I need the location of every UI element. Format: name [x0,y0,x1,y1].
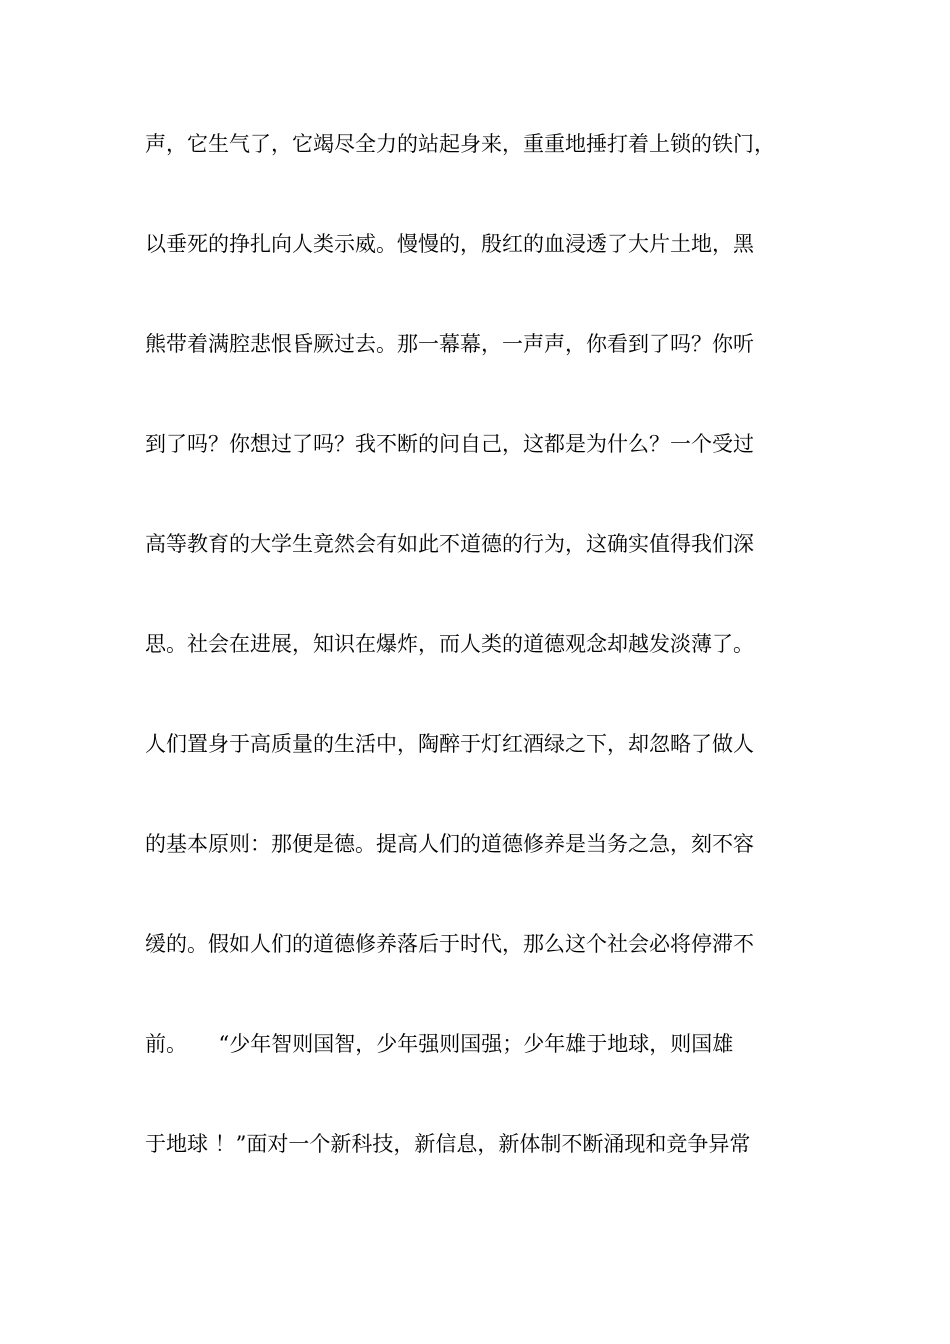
text-line-10: 前。 “少年智则国智，少年强则国强；少年雄于地球，则国雄 [145,1032,734,1056]
text-line-11: 于地球 ！”面对一个新科技，新信息，新体制不断涌现和竞争异常 [145,1132,751,1156]
text-line-9: 缓的。假如人们的道德修养落后于时代，那么这个社会必将停滞不 [145,932,754,956]
body-text [145,123,845,1223]
text-line-7: 人们置身于高质量的生活中，陶醉于灯红酒绿之下，却忽略了做人 [145,732,754,756]
text-line-1: 声，它生气了，它竭尽全力的站起身来，重重地捶打着上锁的铁门， [145,132,775,156]
text-line-3: 熊带着满腔悲恨昏厥过去。那一幕幕，一声声，你看到了吗？你听 [145,332,754,356]
text-line-8: 的基本原则：那便是德。提高人们的道德修养是当务之急，刻不容 [145,832,754,856]
text-line-2: 以垂死的挣扎向人类示威。慢慢的，殷红的血浸透了大片土地，黑 [145,232,754,256]
text-line-4: 到了吗？你想过了吗？我不断的问自己，这都是为什么？一个受过 [145,432,754,456]
text-line-6: 思。社会在进展，知识在爆炸，而人类的道德观念却越发淡薄了。 [145,632,754,656]
text-line-5: 高等教育的大学生竟然会有如此不道德的行为，这确实值得我们深 [145,532,754,556]
